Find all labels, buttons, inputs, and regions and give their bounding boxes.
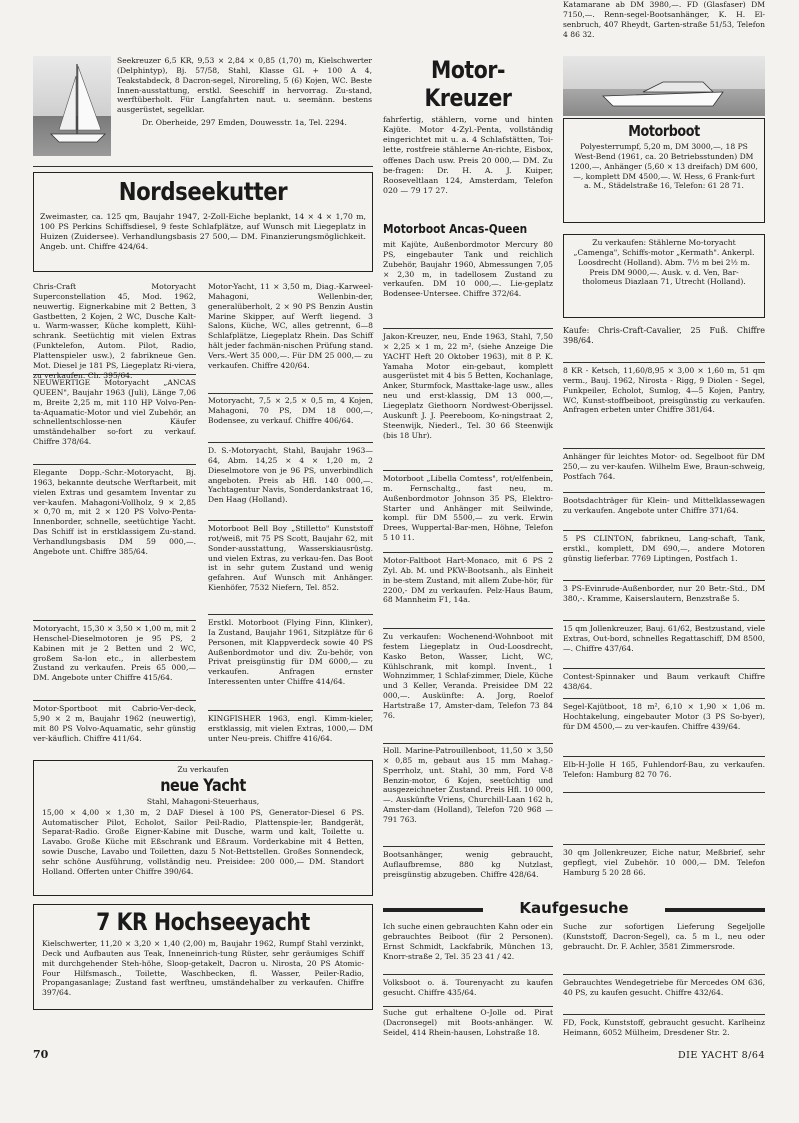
ad-text: Seekreuzer 6,5 KR, 9,53 × 2,84 × 0,85 (1,70) m, Kielschwerter (Delphintyp), Bj. 57/58, Stahl, Klasse GL + 100 A 4, Teakstabdeck, 8 Dacron-segel, Niroreling, 5 (6) Kojen, WC. Beste Innen-ausstattung, erstkl. Seeschiff in hervorrag. Zu-stand, werftüberholt. Für Langfahrten naut. u. seemänn. bestens ausgerüstet, segelklar.: [117, 56, 372, 115]
divider: [563, 756, 765, 757]
divider: [383, 552, 553, 553]
divider: [383, 743, 553, 744]
ad-text: Motoryacht, 7,5 × 2,5 × 0,5 m, 4 Kojen, Mahagoni, 70 PS, DM 18 000,—, Bodensee, zu verkauf. Chiffre 406/64.: [208, 396, 373, 425]
divider: [563, 844, 765, 845]
divider: [33, 700, 196, 701]
ad-title: neue Yacht: [160, 775, 246, 796]
divider: [208, 614, 373, 615]
ad-motor-kreuzer: [383, 56, 553, 216]
ad-pirat: [383, 1008, 553, 1048]
magazine-footer: DIE YACHT 8/64: [678, 1050, 765, 1061]
ad-text: Segel-Kajütboot, 18 m², 6,10 × 1,90 × 1,06 m. Hochtakelung, eingebauter Motor (3 PS So-byer), für DM 4500,— zu ver-kaufen. Chiffre 439/64.: [563, 702, 765, 731]
ad-text: Suche zur sofortigen Lieferung Segeljolle (Kunststoff, Dacron-Segel), ca. 5 m l., neu oder gebraucht. Dr. F. Achler, 3581 Zimmersrode.: [563, 922, 765, 951]
ad-text: KINGFISHER 1963, engl. Kimm-kieler, erstklassig, mit vielen Extras, 1000,— DM unter Neu-preis. Chiffre 416/64.: [208, 714, 373, 743]
ad-text: Kaufe: Chris-Craft-Cavalier, 25 Fuß. Chiffre 398/64.: [563, 326, 765, 346]
ad-text: Anhänger für leichtes Motor- od. Segelboot für DM 250,— zu ver-kaufen. Wilhelm Ewe, Braun-schweig, Postfach 764.: [563, 452, 765, 481]
ad-text: 8 KR - Ketsch, 11,60/8,95 × 3,00 × 1,60 m, 51 qm verm., Bauj. 1962, Nirosta - Rigg, 9 Diolen - Segel, Funkpeiler, Echolot, Sumlog, 4—5 Kojen, Pantry, WC, Kunst-stoffbeiboot, preisgünstig zu verkaufen. Anfragen erbeten unter Chiffre 381/64.: [563, 366, 765, 415]
divider: [383, 974, 553, 975]
ad-sportboot: [33, 704, 196, 752]
ad-text: Volksboot o. ä. Tourenyacht zu kaufen gesucht. Chiffre 435/64.: [383, 978, 553, 997]
ad-text: Motorboot „Libella Comtess", rot/elfenbein, m. Fernschaltg., fast neu, m. Außenbordmotor Johnson 35 PS, Elektro-Starter und Anhänger mit Seilwinde, kompl. für DM 5500,— zu verk. Erwin Drees, Wuppertal-Bar-men, Höhne, Telefon 5 10 11.: [383, 474, 553, 543]
ad-text: Chris-Craft Motoryacht Superconstellation 45, Mod. 1962, neuwertig. Eignerkabine mit 2 Betten, 3 Gastbetten, 2 Kojen, 2 WC, Dusche Kalt- u. Warm-wasser, Küche komplett, Kühl-schrank. Seetüchtig mit vielen Extras (Funktelefon, Autom. Pilot, Radio, Plattenspieler usw.), 2 fabrikneue Gen. Mot. Diesel je 181 PS, Liegeplatz Ri-viera, zu verkaufen. Ch. 395/64.: [33, 282, 196, 380]
ad-title: Motor-Kreuzer: [424, 56, 512, 112]
section-title: Kaufgesuche: [519, 899, 629, 917]
divider: [563, 668, 765, 669]
ad-kahn: [383, 922, 553, 972]
ad-motor-yacht-karweel: [208, 282, 373, 390]
divider: [383, 1006, 553, 1007]
ad-intro: Zu verkaufen: [177, 765, 229, 774]
ad-text: Jakon-Kreuzer, neu, Ende 1963, Stahl, 7,50 × 2,25 × 1 m, 22 m², (siehe Anzeige Die YACHT Heft 20 Oktober 1963), mit 8 P. K. Yamaha Motor ein-gebaut, komplett ausgerüstet mit 4 bis 5 Betten, Kochanlage, Anker, Sturmfock, Masttake-lage usw., alles neu und erst-klassig, DM 13 000,—, Liegeplatz Giethoorn Nordwest-Oberijssel. Auskunft J. J. Peereboom, Ko-ningstraat 2, Steenwijk, Niederl., Tel. 30 66 Steenwijk (bis 18 Uhr).: [383, 332, 553, 440]
ad-kingfisher: [208, 714, 373, 754]
divider: [563, 580, 765, 581]
ad-subtitle: Stahl, Mahagoni-Steuerhaus,: [146, 796, 260, 806]
divider: [563, 1014, 765, 1015]
ad-elb-h-jolle: [563, 760, 765, 790]
divider: [383, 628, 553, 629]
ad-text: 30 qm Jollenkreuzer, Eiche natur, Meßbrief, sehr gepflegt, viel Zubehör. 10 000,— DM. Telefon Hamburg 5 20 28 66.: [563, 848, 765, 877]
ad-text: Motorboot Bell Boy „Stilletto" Kunststoff rot/weiß, mit 75 PS Scott, Baujahr 62, mit Sonder-ausstattung, Wasserskiausrüstg. und vielen Extras, zu verkau-fen. Das Boot ist in sehr gutem Zustand und wenig gefahren. Auf Wunsch mit Anhänger. Kienhöfer, 7532 Niefern, Tel. 852.: [208, 524, 373, 593]
ad-text: Kielschwerter, 11,20 × 3,20 × 1,40 (2,00) m, Baujahr 1962, Rumpf Stahl verzinkt, Deck und Aufbauten aus Teak, Inneneinrich-tung Rüster, sehr geräumiges Schiff mit durchgehender Steh-höhe, Sloop-getakelt, Dacron u. Nirosta, 20 PS Atomic-Four Hilfsmasch., Toilette, Waschbecken, fl. Wasser, Peiler-Radio, Propangasanlage; Zustand fast werftneu, umständehalber zu verkaufen. Chiffre 397/64.: [42, 939, 364, 998]
ad-text: Suche gut erhaltene O-Jolle od. Pirat (Dacronsegel) mit Boots-anhänger. W. Seidel, 414 Rhein-hausen, Lohstraße 18.: [383, 1008, 553, 1037]
page-number: 70: [33, 1048, 49, 1061]
ad-title: Motorboot Ancas-Queen: [383, 222, 528, 236]
divider: [208, 393, 373, 394]
ad-chris-craft: [33, 282, 196, 380]
ad-contact: Dr. Oberheide, 297 Emden, Douwesstr. 1a, Tel. 2294.: [142, 118, 347, 128]
ad-text: Motor-Sportboot mit Cabrio-Ver-deck, 5,90 × 2 m, Baujahr 1962 (neuwertig), mit 80 PS Volvo-Aquamatic, sehr günstig ver-käuflich. Chiffre 411/64.: [33, 704, 196, 743]
ad-katamarane: [563, 0, 765, 44]
ad-seekreuzer: [117, 56, 372, 156]
divider: [563, 698, 765, 699]
ad-text: Motor-Yacht, 11 × 3,50 m, Diag.-Karweel-Mahagoni, Wellenbin-der, generalüberholt, 2 × 90 PS Benzin Austin Marine Skipper, auf Werft liegend. 3 Salons, Küche, WC, alles getrennt, 6—8 Schlafplätze, Liegeplatz Rhein. Das Schiff hält jeder fachmän-nischen Prüfung stand. Vers.-Wert 35 000,—. Für DM 25 000,— zu verkaufen. Chiffre 420/64.: [208, 282, 373, 370]
ad-erstkl-motorboot: [208, 618, 373, 708]
divider: [33, 374, 196, 375]
ad-text: Zu verkaufen: Stählerne Mo-toryacht „Camenga", Schiffs-motor „Kermath". Ankerpl. Loosdrecht (Holland). Abm. 7½ m bei 2½ m. Preis DM 9000,—. Ausk. v. d. Ven, Bar-tholomeus Diazlaan 71, Utrecht (Holland).: [573, 238, 755, 287]
ad-ancas-queen: [383, 222, 553, 322]
ad-jakon-kreuzer: [383, 332, 553, 468]
ad-text: Bootsdachträger für Klein- und Mittelklassewagen zu verkaufen. Angebote unter Chiffre 371/64.: [563, 496, 765, 515]
divider: [33, 166, 373, 167]
divider: [383, 846, 553, 847]
ad-segel-kajuetboot: [563, 702, 765, 754]
ad-motoryacht-75: [208, 396, 373, 440]
ad-nordseekutter: [33, 172, 373, 272]
ad-text: FD, Fock, Kunststoff, gebraucht gesucht. Karlheinz Heimann, 6052 Mülheim, Dresdener Str. 2.: [563, 1018, 765, 1037]
divider: [383, 328, 553, 329]
ad-bootsanhaenger: [383, 850, 553, 892]
divider: [208, 442, 373, 443]
ad-text: Contest-Spinnaker und Baum verkauft Chiffre 438/64.: [563, 672, 765, 691]
divider: [563, 974, 765, 975]
ad-bootsdachtraeger: [563, 496, 765, 528]
ad-text: Motoryacht, 15,30 × 3,50 × 1,00 m, mit 2 Henschel-Dieselmotoren je 95 PS, 2 Kabinen mit je 2 Betten und 2 WC, großem Sa-lon etc., in allerbestem Zustand zu verkaufen. Preis 65 000,— DM. Angebote unter Chiffre 415/64.: [33, 624, 196, 683]
ad-text: Holl. Marine-Patrouillenboot, 11,50 × 3,50 × 0,85 m, gebaut aus 15 mm Mahag.-Sperrholz, unt. Stahl, 30 mm, Ford V-8 Benzin-motor, 6 Kojen, seetüchtig und ausgezeichneter Zustand. Preis Hfl. 10 000,—. Auskünfte Vriens, Churchill-Laan 162 h, Amster-dam (Holland), Telefon 720 968 — 791 763.: [383, 746, 553, 825]
ad-libella: [383, 474, 553, 550]
divider: [563, 792, 765, 793]
motorboat-icon: [563, 56, 765, 116]
ad-volksboot: [383, 978, 553, 1004]
ad-kr-ketsch: [563, 366, 765, 446]
ad-clinton: [563, 534, 765, 578]
divider: [208, 520, 373, 521]
ad-elegante: [33, 468, 196, 616]
ad-text: Elegante Dopp.-Schr.-Motoryacht, Bj. 1963, bekannte deutsche Werftarbeit, mit vielen Extras und gesamtem Inventar zu ver-kaufen. Mahagoni-Vollholz, 9 × 2,85 × 0,70 m, mit 2 × 120 PS Volvo-Penta-Innenborder, schnelle, seetüchtige Yacht. Das Schiff ist in erstklassigem Zu-stand. Verhandlungsbasis DM 59 000,—. Angebote unt. Chiffre 385/64.: [33, 468, 196, 556]
ad-title: Nordseekutter: [118, 177, 288, 206]
ad-text: Katamarane ab DM 3980,—. FD (Glasfaser) DM 7150,—. Renn-segel-Bootsanhänger, K. H. El-senbruch, 407 Rheydt, Garten-straße 51/53, Telefon 4 86 32.: [563, 0, 765, 39]
kaufgesuche-header: [383, 900, 765, 918]
ad-stahl-motoryacht: [563, 234, 765, 318]
ad-text: Bootsanhänger, wenig gebraucht, Auflaufbremse, 880 kg Nutzlast, preisgünstig abzugeben. Chiffre 428/64.: [383, 850, 553, 879]
ad-text: Motor-Faltboot Hart-Monaco, mit 6 PS 2 Zyl. Ab. M. und PKW-Bootsanh., als Einheit in be-stem Zustand, mit allem Zube-hör, für 2200,- DM zu verkaufen. Pelz-Haus Baum, 68 Mannheim F1, 14a.: [383, 556, 553, 605]
ad-text: mit Kajüte, Außenbordmotor Mercury 80 PS, eingebauter Tank und reichlich Zubehör, Baujahr 1960, Abmessungen 7,05 × 2,30 m, in tadellosem Zustand zu verkaufen. DM 10 000,—. Lie-geplatz Bodensee-Untersee. Chiffre 372/64.: [383, 240, 553, 299]
ad-text: Elb-H-Jolle H 165, Fuhlendorf-Bau, zu verkaufen. Telefon: Hamburg 82 70 76.: [563, 760, 765, 779]
ad-kaufe-chris-craft: [563, 326, 765, 360]
ad-text: 15 qm Jollenkreuzer, Bauj. 61/62, Bestzustand, viele Extras, Out-bord, schnelles Regattaschiff, DM 8500,—. Chiffre 437/64.: [563, 624, 765, 653]
ad-neue-yacht: [33, 760, 373, 896]
divider: [208, 710, 373, 711]
ad-motorboot: [563, 118, 765, 223]
ad-contest: [563, 672, 765, 696]
ad-bell-boy: [208, 524, 373, 612]
ad-wohnboot: [383, 632, 553, 742]
divider: [563, 448, 765, 449]
ad-text: Gebrauchtes Wendegetriebe für Mercedes OM 636, 40 PS, zu kaufen gesucht. Chiffre 432/64.: [563, 978, 765, 997]
ad-neuwertige: [33, 378, 196, 460]
sailboat-icon: [33, 56, 111, 156]
divider: [563, 620, 765, 621]
divider: [563, 530, 765, 531]
ad-segeljolle: [563, 922, 765, 972]
ad-fd: [563, 1018, 765, 1052]
ad-holl-marine: [383, 746, 553, 844]
ad-text: D. S.-Motoryacht, Stahl, Baujahr 1963—64, Abm. 14,25 × 4 × 1,20 m, 2 Dieselmotore von je 96 PS, unverbindlich angeboten. Preis ab Hfl. 140 000,—. Yachtagentur Navis, Sonderdankstraat 16, Den Haag (Holland).: [208, 446, 373, 505]
ad-ds-motoryacht: [208, 446, 373, 518]
ad-text: Erstkl. Motorboot (Flying Finn, Klinker), Ia Zustand, Baujahr 1961, Sitzplätze für 6 Personen, mit Klappverdeck sowie 40 PS Außenbordmotor und div. Zu-behör, von Privat preisgünstig für DM 6000,— zu verkaufen. Anfragen ernster Interessenten unter Chiffre 414/64.: [208, 618, 373, 687]
ad-anhaenger: [563, 452, 765, 490]
ad-faltboot: [383, 556, 553, 626]
ad-title: Motorboot: [628, 122, 700, 140]
ad-text: 5 PS CLINTON, fabrikneu, Lang-schaft, Tank, erstkl., komplett, DM 690,—, andere Motoren günstig lieferbar. 7769 Liptingen, Postfach 1.: [563, 534, 765, 563]
motorboat-photo: [563, 56, 765, 116]
ad-jollenkreuzer-15: [563, 624, 765, 666]
ad-text: fahrfertig, stählern, vorne und hinten Kajüte. Motor 4-Zyl.-Penta, vollständig eingerichtet mit u. a. 4 Schlafstätten, Toi-lette, rostfreie stählerne An-richte, Eisbox, offenes Dach usw. Preis 20 000,— DM. Zu be-fragen: Dr. H. A. J. Kuiper, Rooseveltlaan 124, Amsterdam, Telefon 020 — 79 17 27.: [383, 115, 553, 195]
ad-hochseeyacht: [33, 904, 373, 1010]
ad-text: 3 PS-Evinrude-Außenborder, nur 20 Betr.-Std., DM 380,-. Kramme, Kaiserslautern, Benzstraße 5.: [563, 584, 765, 603]
sailboat-photo: [33, 56, 111, 156]
divider: [33, 620, 196, 621]
divider: [563, 492, 765, 493]
ad-title: 7 KR Hochseeyacht: [96, 908, 310, 936]
divider: [33, 464, 196, 465]
ad-jollenkreuzer-30: [563, 848, 765, 892]
ad-text: Ich suche einen gebrauchten Kahn oder ein gebrauchtes Beiboot (für 2 Personen). Ernst Schmidt, Lackfabrik, München 13, Knorr-straße 2, Tel. 35 23 41 / 42.: [383, 922, 553, 961]
ad-wendegetriebe: [563, 978, 765, 1014]
ad-text: NEUWERTIGE Motoryacht „ANCAS QUEEN", Baujahr 1963 (Juli), Länge 7,06 m, Breite 2,25 m, mit 110 HP Volvo-Pen-ta-Aquamatic-Motor und viel Zubehör, an schnellentschlosse-nen Käufer umständehalber so-fort zu verkauf. Chiffre 378/64.: [33, 378, 196, 447]
ad-text: Zu verkaufen: Wochenend-Wohnboot mit festem Liegeplatz in Oud-Loosdrecht, Kasko Beton, Wasser, Licht, WC, Kühlschrank, mit kompl. Invent., 1 Wohnzimmer, 1 Schlaf-zimmer, Diele, Küche und 3 Keller, Veranda. Preisidee DM 22 000,—. Auskünfte: A. Jorg, Roelof Hartstraße 17, Amster-dam, Telefon 73 84 76.: [383, 632, 553, 720]
ad-evinrude: [563, 584, 765, 616]
ad-motoryacht-1530: [33, 624, 196, 696]
divider: [563, 362, 765, 363]
ad-text: Polyesterrumpf, 5,20 m, DM 3000,—, 18 PS West-Bend (1961, ca. 20 Betriebsstunden) DM 1200,—, Anhänger (5,60 × 13 dreifach) DM 600,—, komplett DM 4500,—. W. Hess, 6 Frank-furt a. M., Städelstraße 16, Telefon: 61 28 71.: [570, 142, 758, 191]
divider: [383, 470, 553, 471]
ad-text: Zweimaster, ca. 125 qm, Baujahr 1947, 2-Zoll-Eiche beplankt, 14 × 4 × 1,70 m, 100 PS Perkins Schiffsdiesel, 9 feste Schlafplätze, auf Wunsch mit Liegeplatz in Huizen (Zuidersee). Verhandlungsbasis 27 500,— DM. Finanzierungsmöglichkeit. Angeb. unt. Chiffre 424/64.: [40, 212, 366, 252]
ad-text: 15,00 × 4,00 × 1,30 m, 2 DAF Diesel à 100 PS, Generator-Diesel 6 PS. Automatischer Pilot, Echolot, Sailor Peil-Radio, Plattenspie-ler, Bandgerät, Separat-Radio. Große Eigner-Kabine mit Dusche, warm und kalt, Toilette u. Lavabo. Große Küche mit Eßschrank und Eßraum. Vorderkabine mit 4 Betten, sowie Dusche, Lavabo und Toiletten, dazu 5 Not-Bettstellen. Großes Sonnendeck, sehr schöne Ausführung, vollständig neu. Preisidee: 200 000,— DM. Standort Holland. Offerten unter Chiffre 390/64.: [42, 807, 364, 876]
